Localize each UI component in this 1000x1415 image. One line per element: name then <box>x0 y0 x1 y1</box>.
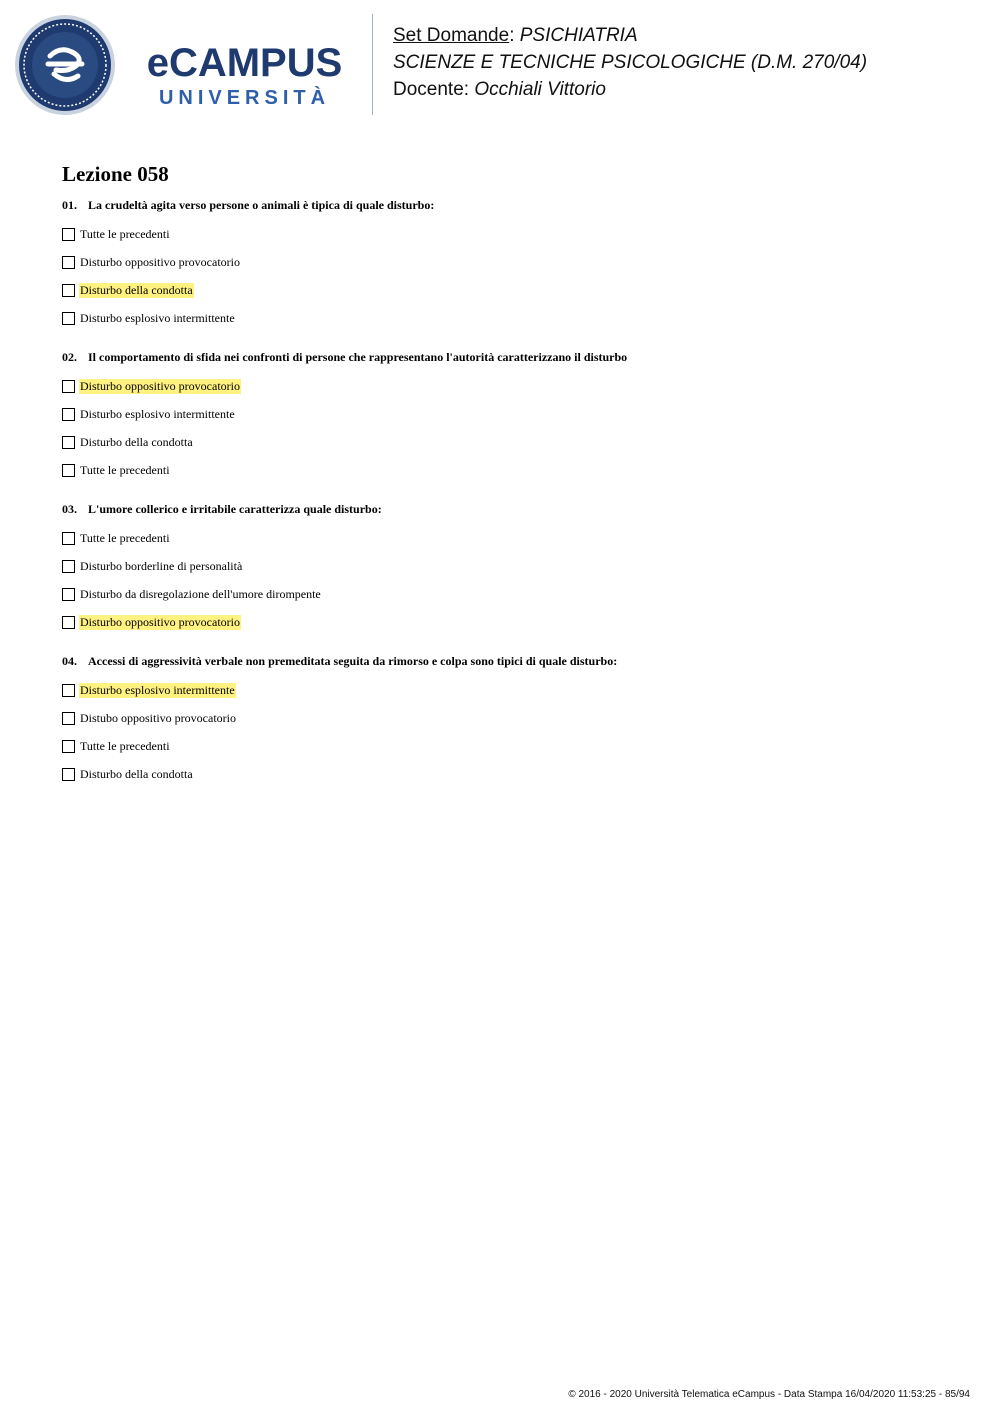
question-block <box>62 349 962 484</box>
header-info <box>393 22 993 103</box>
question-text <box>62 349 962 365</box>
brand-name: eCAMPUS <box>146 41 343 85</box>
question-number: 01. <box>62 198 77 212</box>
answer-option[interactable] <box>62 276 962 304</box>
option-label-correct: Disturbo oppositivo provocatorio <box>80 378 240 393</box>
question-prompt: La crudeltà agita verso persone o animali è tipica di quale disturbo: <box>88 198 435 212</box>
checkbox[interactable] <box>62 256 75 269</box>
question-block <box>62 501 962 636</box>
question-block <box>62 197 962 332</box>
answer-option[interactable] <box>62 704 962 732</box>
question-number: 02. <box>62 350 77 364</box>
option-label: Distubo oppositivo provocatorio <box>80 710 236 725</box>
option-label: Disturbo della condotta <box>80 766 193 781</box>
checkbox[interactable] <box>62 684 75 697</box>
question-text <box>62 653 962 669</box>
answer-option[interactable] <box>62 372 962 400</box>
checkbox[interactable] <box>62 380 75 393</box>
option-label: Tutte le precedenti <box>80 530 170 545</box>
question-text <box>62 501 962 517</box>
brand-subtitle: UNIVERSITÀ <box>158 87 331 109</box>
ecampus-wordmark <box>132 40 357 115</box>
page-footer: © 2016 - 2020 Università Telematica eCampus - Data Stampa 16/04/2020 11:53:25 - 85/94 <box>568 1389 970 1400</box>
option-label: Tutte le precedenti <box>80 462 170 477</box>
question-prompt: Il comportamento di sfida nei confronti di persone che rappresentano l'autorità caratterizzano il disturbo <box>88 350 628 364</box>
answer-option[interactable] <box>62 760 962 788</box>
course-line <box>393 49 993 76</box>
option-label: Disturbo borderline di personalità <box>80 558 243 573</box>
answer-option[interactable] <box>62 248 962 276</box>
answer-option[interactable] <box>62 304 962 332</box>
checkbox[interactable] <box>62 284 75 297</box>
set-value: PSICHIATRIA <box>519 25 638 46</box>
answer-option[interactable] <box>62 428 962 456</box>
set-line: Set Domande: PSICHIATRIA <box>393 25 638 46</box>
teacher-label: Docente: <box>393 79 470 100</box>
answer-option[interactable] <box>62 676 962 704</box>
question-number: 03. <box>62 502 77 516</box>
question-text <box>62 197 962 213</box>
checkbox[interactable] <box>62 740 75 753</box>
option-label: Disturbo esplosivo intermittente <box>80 406 235 421</box>
checkbox[interactable] <box>62 560 75 573</box>
option-label-correct: Disturbo oppositivo provocatorio <box>80 614 240 629</box>
checkbox[interactable] <box>62 532 75 545</box>
question-prompt: L'umore collerico e irritabile caratterizza quale disturbo: <box>88 502 382 516</box>
checkbox[interactable] <box>62 408 75 421</box>
option-label-correct: Disturbo esplosivo intermittente <box>80 682 235 697</box>
option-label-correct: Disturbo della condotta <box>80 282 193 297</box>
answer-option[interactable] <box>62 580 962 608</box>
checkbox[interactable] <box>62 436 75 449</box>
checkbox[interactable] <box>62 312 75 325</box>
option-label: Disturbo da disregolazione dell'umore dirompente <box>80 586 321 601</box>
lesson-title: Lezione 058 <box>62 162 169 186</box>
answer-option[interactable] <box>62 220 962 248</box>
option-label: Disturbo della condotta <box>80 434 193 449</box>
option-label: Disturbo esplosivo intermittente <box>80 310 235 325</box>
answer-option[interactable] <box>62 456 962 484</box>
header-divider <box>372 14 373 115</box>
quiz-content <box>62 160 962 805</box>
answer-option[interactable] <box>62 732 962 760</box>
option-label: Disturbo oppositivo provocatorio <box>80 254 240 269</box>
answer-option[interactable] <box>62 608 962 636</box>
ecampus-seal-logo <box>14 14 116 116</box>
set-label: Set Domande <box>393 25 510 46</box>
checkbox[interactable] <box>62 712 75 725</box>
option-label: Tutte le precedenti <box>80 738 170 753</box>
checkbox[interactable] <box>62 768 75 781</box>
answer-option[interactable] <box>62 524 962 552</box>
answer-option[interactable] <box>62 400 962 428</box>
question-prompt: Accessi di aggressività verbale non premeditata seguita da rimorso e colpa sono tipici di quale disturbo: <box>88 654 618 668</box>
checkbox[interactable] <box>62 588 75 601</box>
checkbox[interactable] <box>62 228 75 241</box>
page-header <box>0 0 1000 130</box>
question-number: 04. <box>62 654 77 668</box>
option-label: Tutte le precedenti <box>80 226 170 241</box>
teacher-name: Occhiali Vittorio <box>474 79 606 100</box>
checkbox[interactable] <box>62 616 75 629</box>
question-block <box>62 653 962 788</box>
checkbox[interactable] <box>62 464 75 477</box>
answer-option[interactable] <box>62 552 962 580</box>
course-name: SCIENZE E TECNICHE PSICOLOGICHE (D.M. 270/04) <box>393 52 868 73</box>
teacher-line <box>393 76 993 103</box>
